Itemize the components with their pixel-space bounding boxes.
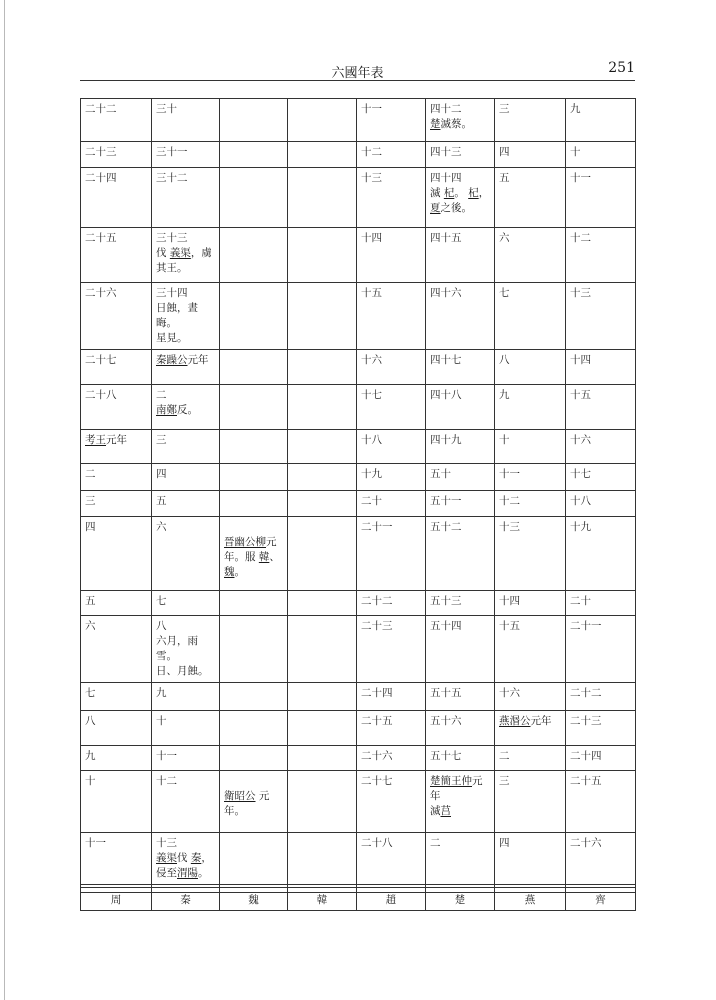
- cell-qi: 十六: [566, 430, 636, 464]
- cell-qi: 十一: [566, 168, 636, 228]
- cell-han: [288, 228, 357, 283]
- cell-yan: [495, 711, 566, 746]
- cell-wei: [220, 771, 288, 833]
- cell-qin: 四: [152, 464, 220, 491]
- table-row: [81, 430, 636, 464]
- cell-qi: 二十三: [566, 711, 636, 746]
- running-title: 六國年表: [331, 66, 384, 81]
- state-header-row: [80, 887, 636, 911]
- table-row: [81, 711, 636, 746]
- wei-event-name: 韓: [258, 551, 270, 563]
- cell-qin: 三: [152, 430, 220, 464]
- qin-event-text: 伐: [156, 247, 167, 259]
- cell-yan: 十四: [495, 591, 566, 616]
- cell-han: [288, 385, 357, 430]
- chu-event-name: 夏: [430, 202, 441, 214]
- cell-wei: [220, 591, 288, 616]
- cell-zhao: 二十四: [357, 683, 426, 711]
- cell-qi: 十三: [566, 283, 636, 350]
- qin-event-name: 渭陽: [177, 867, 198, 879]
- cell-zhou: 三: [81, 491, 152, 517]
- qin-year: 二: [156, 389, 167, 401]
- chu-event-text: 滅: [430, 187, 441, 199]
- cell-chu: 四十九: [426, 430, 495, 464]
- cell-zhao: 二十七: [357, 771, 426, 833]
- cell-qi: 十二: [566, 228, 636, 283]
- page-edge-line: [4, 0, 5, 1000]
- cell-chu: 四十三: [426, 142, 495, 168]
- chu-event-text: 之後。: [440, 202, 472, 214]
- cell-yan: 十六: [495, 683, 566, 711]
- cell-zhao: 十四: [357, 228, 426, 283]
- cell-zhao: 十五: [357, 283, 426, 350]
- cell-yan: 十二: [495, 491, 566, 517]
- table-row: [81, 591, 636, 616]
- table-row: [81, 168, 636, 228]
- cell-chu: 五十五: [426, 683, 495, 711]
- ruler-name: 燕湣公: [499, 715, 531, 727]
- cell-chu: 四十八: [426, 385, 495, 430]
- cell-qi: 二十: [566, 591, 636, 616]
- cell-zhou: 六: [81, 616, 152, 683]
- cell-qin: 七: [152, 591, 220, 616]
- cell-zhou: 七: [81, 683, 152, 711]
- chu-event-text: ，: [478, 187, 490, 199]
- cell-wei: [220, 430, 288, 464]
- cell-zhou: 五: [81, 591, 152, 616]
- ruler-name: 楚簡王: [430, 775, 462, 787]
- cell-zhou: 四: [81, 517, 152, 591]
- cell-qin: 十一: [152, 746, 220, 771]
- cell-han: [288, 711, 357, 746]
- qin-year: 三十四: [156, 287, 188, 299]
- qin-year: 元年: [187, 354, 209, 366]
- cell-zhao: 二十: [357, 491, 426, 517]
- cell-zhao: 二十二: [357, 591, 426, 616]
- cell-qi: 十九: [566, 517, 636, 591]
- cell-qin: 三十一: [152, 142, 220, 168]
- cell-qi: 九: [566, 99, 636, 142]
- cell-zhou: 十: [81, 771, 152, 833]
- cell-wei: [220, 517, 288, 591]
- cell-zhao: 十八: [357, 430, 426, 464]
- qin-event-text: 伐: [177, 852, 188, 864]
- cell-zhou: 九: [81, 746, 152, 771]
- cell-han: [288, 616, 357, 683]
- chu-event: 滅蔡。: [440, 118, 472, 130]
- cell-wei: [220, 350, 288, 385]
- cell-han: [288, 168, 357, 228]
- page-number: 251: [608, 60, 635, 76]
- cell-yan: 十: [495, 430, 566, 464]
- cell-qi: 二十二: [566, 683, 636, 711]
- cell-wei: [220, 168, 288, 228]
- cell-qin: [152, 350, 220, 385]
- table-row: [81, 228, 636, 283]
- cell-qin: 三十二: [152, 168, 220, 228]
- qin-event-text: 六月，雨雪。: [156, 635, 198, 662]
- wei-event-text: 元: [258, 790, 270, 802]
- cell-yan: 四: [495, 142, 566, 168]
- cell-qi: 二十四: [566, 746, 636, 771]
- cell-han: [288, 464, 357, 491]
- qin-event-text: 反。: [177, 404, 198, 416]
- wei-event-text: 年。: [224, 805, 245, 817]
- ruler-name: 仲: [461, 775, 472, 787]
- cell-chu: [426, 99, 495, 142]
- cell-wei: [220, 683, 288, 711]
- cell-qi: 十: [566, 142, 636, 168]
- cell-yan: 四: [495, 833, 566, 893]
- chu-event-name: 莒: [440, 805, 451, 817]
- cell-wei: [220, 142, 288, 168]
- cell-qin: [152, 616, 220, 683]
- cell-zhao: 十七: [357, 385, 426, 430]
- cell-zhao: 十三: [357, 168, 426, 228]
- cell-zhou: 二十七: [81, 350, 152, 385]
- cell-zhou: 八: [81, 711, 152, 746]
- cell-chu: 四十五: [426, 228, 495, 283]
- state-label-yan: 燕: [495, 888, 566, 911]
- cell-qin: 十: [152, 711, 220, 746]
- cell-han: [288, 591, 357, 616]
- table-row: [81, 99, 636, 142]
- qin-event-text: 星見。: [156, 332, 188, 344]
- cell-qi: 十八: [566, 491, 636, 517]
- chu-name: 楚: [430, 118, 441, 130]
- cell-yan: 十一: [495, 464, 566, 491]
- qin-year: 十三: [156, 837, 177, 849]
- cell-chu: 五十一: [426, 491, 495, 517]
- cell-yan: 六: [495, 228, 566, 283]
- qin-event-text: 日、月蝕。: [156, 665, 209, 677]
- cell-wei: [220, 746, 288, 771]
- qin-event-text: 。: [198, 867, 209, 879]
- cell-han: [288, 771, 357, 833]
- qin-event-name: 義渠: [156, 852, 177, 864]
- cell-qi: 二十六: [566, 833, 636, 893]
- cell-zhao: 二十三: [357, 616, 426, 683]
- table-row: [81, 616, 636, 683]
- qin-year: 八: [156, 620, 167, 632]
- cell-zhou: 二十八: [81, 385, 152, 430]
- cell-han: [288, 142, 357, 168]
- ruler-name: 秦躁公: [156, 354, 188, 366]
- cell-zhao: 二十一: [357, 517, 426, 591]
- cell-qi: 十五: [566, 385, 636, 430]
- cell-yan: 七: [495, 283, 566, 350]
- chu-event-text: 年: [430, 790, 441, 802]
- qin-event-text: ，虜: [190, 247, 212, 259]
- qin-event-text: 其王。: [156, 262, 188, 274]
- cell-zhao: 二十五: [357, 711, 426, 746]
- cell-wei: [220, 228, 288, 283]
- table-row: [81, 350, 636, 385]
- cell-han: [288, 746, 357, 771]
- cell-zhou: 十一: [81, 833, 152, 893]
- wei-event-text: 元: [266, 536, 277, 548]
- cell-qi: 十四: [566, 350, 636, 385]
- cell-zhou: 二十二: [81, 99, 152, 142]
- cell-zhou: 二十六: [81, 283, 152, 350]
- cell-zhao: 二十八: [357, 833, 426, 893]
- ruler-name: 晉幽公: [224, 536, 256, 548]
- cell-zhao: 十一: [357, 99, 426, 142]
- cell-han: [288, 491, 357, 517]
- cell-qin: 五: [152, 491, 220, 517]
- table-row: [81, 771, 636, 833]
- cell-chu: 五十三: [426, 591, 495, 616]
- cell-yan: 三: [495, 99, 566, 142]
- state-label-wei: 魏: [220, 888, 288, 911]
- cell-yan: 三: [495, 771, 566, 833]
- cell-chu: 四十六: [426, 283, 495, 350]
- cell-qin: 九: [152, 683, 220, 711]
- table-row: [81, 746, 636, 771]
- cell-qin: [152, 228, 220, 283]
- cell-qin: 十二: [152, 771, 220, 833]
- cell-wei: [220, 283, 288, 350]
- cell-chu: 五十: [426, 464, 495, 491]
- cell-yan: 十五: [495, 616, 566, 683]
- qin-event-text: 日蝕，晝晦。: [156, 302, 198, 329]
- table-row: [81, 683, 636, 711]
- table-row: [81, 491, 636, 517]
- state-label-chu: 楚: [426, 888, 495, 911]
- cell-qi: 十七: [566, 464, 636, 491]
- qin-event-text: ，: [201, 852, 212, 864]
- state-label-han: 韓: [288, 888, 357, 911]
- ruler-name: 柳: [255, 536, 266, 548]
- cell-zhao: 十六: [357, 350, 426, 385]
- cell-han: [288, 283, 357, 350]
- chu-event-text: 元: [472, 775, 483, 787]
- cell-qi: 二十五: [566, 771, 636, 833]
- cell-chu: [426, 168, 495, 228]
- cell-chu: 五十四: [426, 616, 495, 683]
- cell-yan: 八: [495, 350, 566, 385]
- qin-event-name: 秦: [190, 852, 202, 864]
- cell-wei: [220, 385, 288, 430]
- cell-han: [288, 683, 357, 711]
- wei-event-text: 年。服: [224, 551, 256, 563]
- cell-zhao: 二十六: [357, 746, 426, 771]
- cell-yan: 五: [495, 168, 566, 228]
- qin-event-name: 義渠: [169, 247, 191, 259]
- state-label-qi: 齊: [566, 888, 636, 911]
- chu-event-text: 滅: [430, 805, 441, 817]
- cell-han: [288, 99, 357, 142]
- cell-yan: 九: [495, 385, 566, 430]
- cell-zhou: [81, 430, 152, 464]
- table-row: [81, 385, 636, 430]
- cell-yan: 十三: [495, 517, 566, 591]
- wei-event-name: 魏: [224, 566, 235, 578]
- qin-event-text: 侵至: [156, 867, 177, 879]
- chu-year: 四十二: [430, 103, 462, 115]
- state-label-zhou: 周: [81, 888, 152, 911]
- cell-wei: [220, 464, 288, 491]
- wei-event-text: 。: [234, 566, 245, 578]
- cell-qi: 二十一: [566, 616, 636, 683]
- cell-chu: [426, 771, 495, 833]
- qin-event-name: 南鄭: [156, 404, 177, 416]
- chu-event-name: 杞: [443, 187, 455, 199]
- table-row: [81, 464, 636, 491]
- cell-zhou: 二十五: [81, 228, 152, 283]
- table-row: [81, 283, 636, 350]
- table-row: [81, 142, 636, 168]
- cell-wei: [220, 491, 288, 517]
- cell-zhou: 二十三: [81, 142, 152, 168]
- cell-han: [288, 350, 357, 385]
- cell-zhao: 十九: [357, 464, 426, 491]
- cell-chu: 二: [426, 833, 495, 893]
- table-row: [81, 517, 636, 591]
- cell-chu: 五十二: [426, 517, 495, 591]
- qin-year: 三十三: [156, 232, 188, 244]
- yan-year: 元年: [530, 715, 552, 727]
- chu-event-name: 杞: [468, 187, 479, 199]
- page-header: [80, 60, 635, 81]
- cell-zhou: 二十四: [81, 168, 152, 228]
- cell-qin: 三十: [152, 99, 220, 142]
- chu-event-text: 。: [454, 187, 465, 199]
- zhou-year: 元年: [106, 434, 127, 446]
- cell-wei: [220, 616, 288, 683]
- cell-qin: [152, 283, 220, 350]
- cell-zhou: 二: [81, 464, 152, 491]
- cell-han: [288, 517, 357, 591]
- state-label-qin: 秦: [152, 888, 220, 911]
- wei-event-text: 、: [269, 551, 280, 563]
- cell-chu: 四十七: [426, 350, 495, 385]
- chronology-table: [80, 98, 636, 893]
- ruler-name: 衛昭公: [224, 790, 256, 802]
- cell-qin: [152, 385, 220, 430]
- cell-chu: 五十七: [426, 746, 495, 771]
- cell-han: [288, 430, 357, 464]
- cell-chu: 五十六: [426, 711, 495, 746]
- cell-wei: [220, 711, 288, 746]
- state-label-zhao: 趙: [357, 888, 426, 911]
- cell-wei: [220, 99, 288, 142]
- cell-qin: 六: [152, 517, 220, 591]
- ruler-name: 考王: [85, 434, 106, 446]
- footer-rule: [80, 884, 635, 885]
- chu-year: 四十四: [430, 172, 462, 184]
- cell-yan: 二: [495, 746, 566, 771]
- cell-zhao: 十二: [357, 142, 426, 168]
